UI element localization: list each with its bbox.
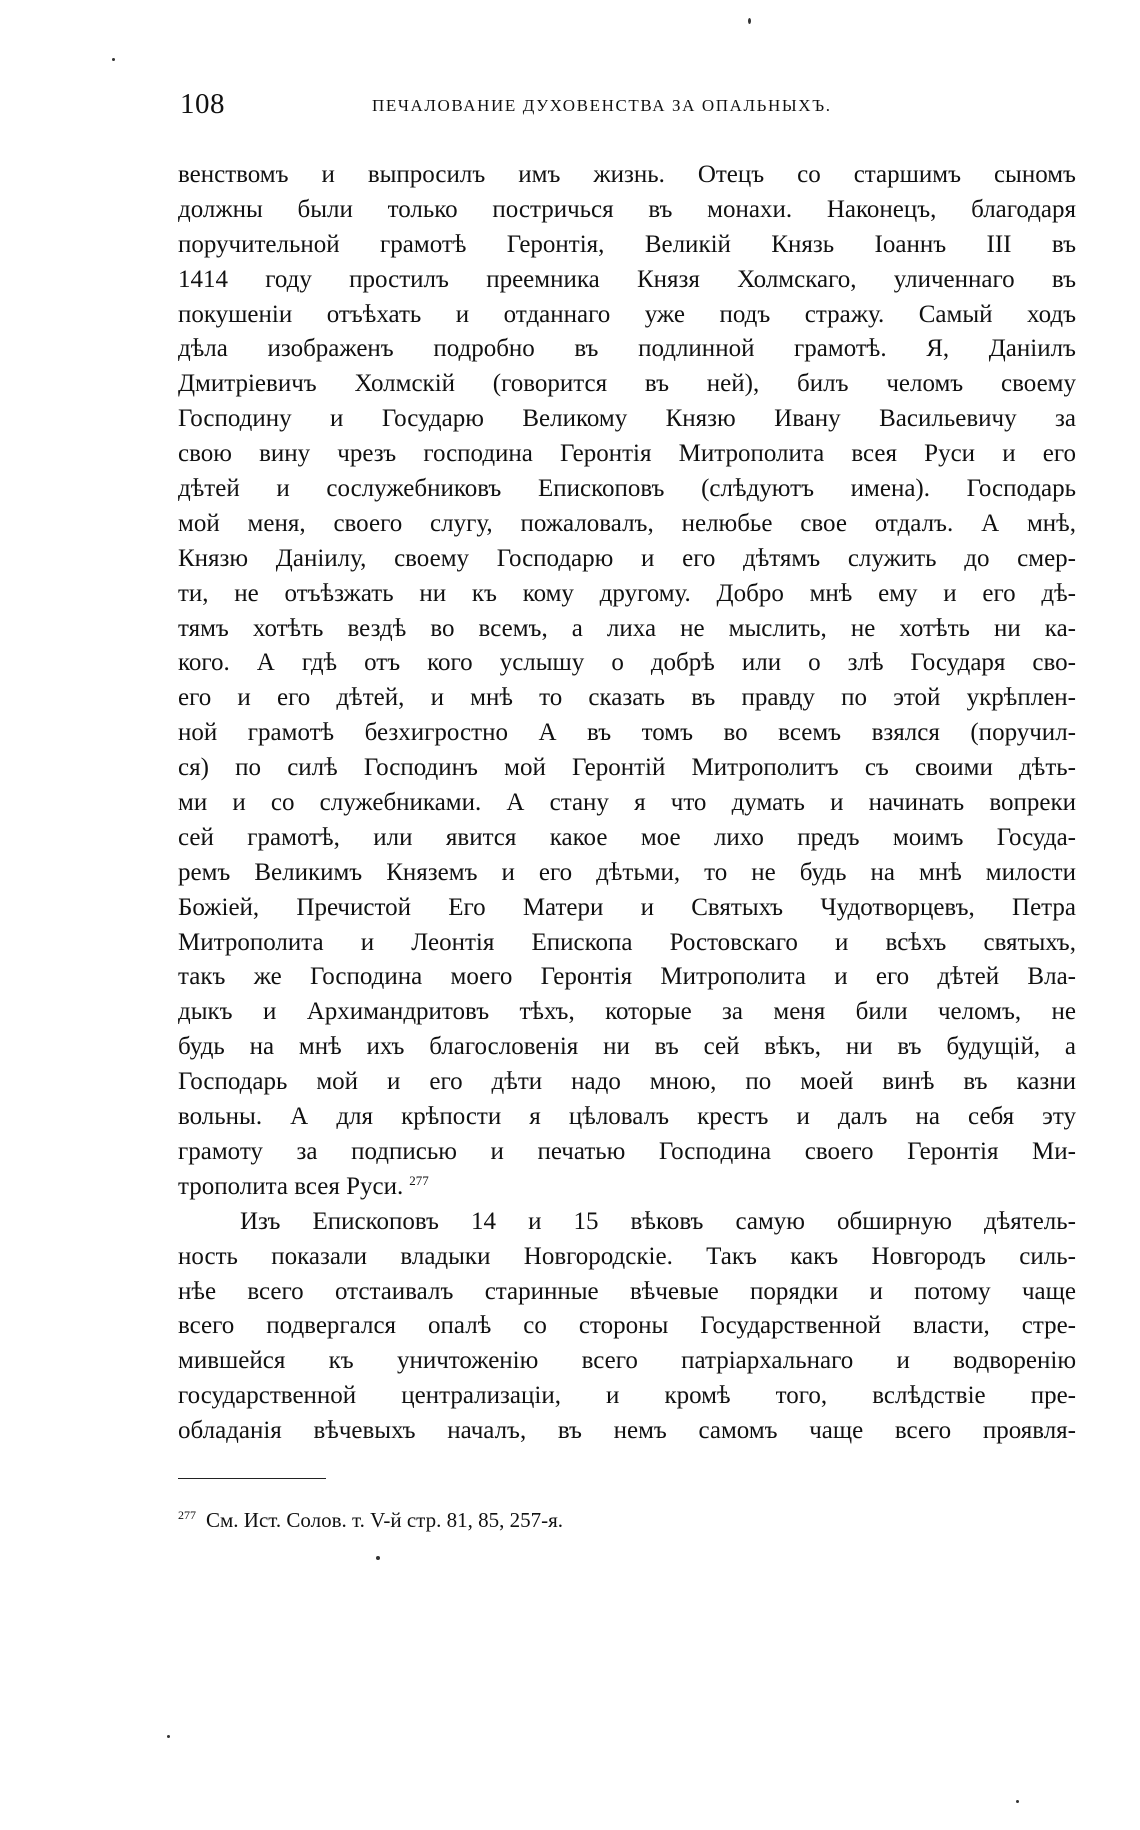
text-line: грамоту за подписью и печатью Господина своего Геронтія Ми- [178, 1137, 1076, 1165]
text-line: Господину и Государю Великому Князю Ивану Васильевичу за [178, 405, 1076, 433]
paragraph-line: Изъ Епископовъ 14 и 15 вѣковъ самую обширную дѣятель- [240, 1207, 1076, 1235]
text-line: вольны. А для крѣпости я цѣловалъ крестъ и далъ на себя эту [178, 1103, 1076, 1131]
text-line: покушеніи отъѣхать и отданнаго уже подъ стражу. Самый ходъ [178, 300, 1076, 328]
text-line: Дмитріевичъ Холмскій (говорится въ ней), билъ челомъ своему [178, 370, 1076, 398]
paragraph-line: всего подвергался опалѣ со стороны Государственной власти, стре- [178, 1312, 1076, 1340]
text-line: ной грамотѣ безхигростно А въ томъ во всемъ взялся (поручил- [178, 719, 1076, 747]
text-line: дѣла изображенъ подробно въ подлинной грамотѣ. Я, Даніилъ [178, 335, 1076, 363]
text-line: сей грамотѣ, или явится какое мое лихо предъ моимъ Госуда- [178, 823, 1076, 851]
print-speck [1016, 1800, 1019, 1803]
text-line: свою вину чрезъ господина Геронтія Митрополита всея Руси и его [178, 440, 1076, 468]
paragraph-line: государственной централизаціи, и кромѣ того, вслѣдствіе пре- [178, 1382, 1076, 1410]
page-header [180, 88, 1080, 128]
paragraph-line: мившейся къ уничтоженію всего патріархальнаго и водворенію [178, 1347, 1076, 1375]
print-speck [167, 1735, 170, 1738]
text-line: 1414 году простилъ преемника Князя Холмскаго, уличеннаго въ [178, 265, 1076, 293]
paragraph-line: ность показали владыки Новгородскіе. Такъ какъ Новгородъ силь- [178, 1242, 1076, 1270]
footnote-mark: 277 [178, 1508, 196, 1522]
text-line: Князю Даніилу, своему Господарю и его дѣтямъ служить до смер- [178, 544, 1076, 572]
text-line-content: трополита всея Руси. [178, 1172, 404, 1200]
text-line: такъ же Господина моего Геронтія Митрополита и его дѣтей Вла- [178, 963, 1076, 991]
text-line: дыкъ и Архимандритовъ тѣхъ, которые за меня били челомъ, не [178, 998, 1076, 1026]
text-line: Митрополита и Леонтія Епископа Ростовскаго и всѣхъ святыхъ, [178, 928, 1076, 956]
text-line-last [178, 1170, 1076, 1205]
text-line: ся) по силѣ Господинъ мой Геронтій Митрополитъ съ своими дѣть- [178, 754, 1076, 782]
text-line: его и его дѣтей, и мнѣ то сказать въ правду по этой укрѣплен- [178, 684, 1076, 712]
print-speck [376, 1556, 380, 1560]
footnote-text: См. Ист. Солов. т. V-й стр. 81, 85, 257-я. [206, 1508, 563, 1532]
paragraph-line: обладанія вѣчевыхъ началъ, въ немъ самомъ чаще всего проявля- [178, 1417, 1076, 1445]
text-line: кого. А гдѣ отъ кого услышу о добрѣ или о злѣ Государя сво- [178, 649, 1076, 677]
running-head: ПЕЧАЛОВАНИЕ ДУХОВЕНСТВА ЗА ОПАЛЬНЫХЪ. [372, 96, 832, 115]
text-line: Божіей, Пречистой Его Матери и Святыхъ Чудотворцевъ, Петра [178, 893, 1076, 921]
footnote-reference[interactable]: 277 [409, 1172, 429, 1188]
text-line: мой меня, своего слугу, пожаловалъ, нелюбье свое отдалъ. А мнѣ, [178, 509, 1076, 537]
text-line: ремъ Великимъ Княземъ и его дѣтьми, то не будь на мнѣ милости [178, 858, 1076, 886]
text-line: ми и со служебниками. А стану я что думать и начинать вопреки [178, 789, 1076, 817]
text-line: дѣтей и сослужебниковъ Епископовъ (слѣдуютъ имена). Господарь [178, 475, 1076, 503]
footnote-divider [178, 1478, 326, 1479]
text-line: ти, не отъѣзжать ни къ кому другому. Добро мнѣ ему и его дѣ- [178, 579, 1076, 607]
text-line: Господарь мой и его дѣти надо мною, по моей винѣ въ казни [178, 1068, 1076, 1096]
text-line: будь на мнѣ ихъ благословенія ни въ сей вѣкъ, ни въ будущій, а [178, 1033, 1076, 1061]
text-line: тямъ хотѣть вездѣ во всемъ, а лиха не мыслить, не хотѣть ни ка- [178, 614, 1076, 642]
page-number: 108 [180, 88, 225, 120]
print-speck [112, 58, 115, 61]
text-line: поручительной грамотѣ Геронтія, Великій Князь Іоаннъ III въ [178, 230, 1076, 258]
text-line: должны были только постричься въ монахи. Наконецъ, благодаря [178, 195, 1076, 223]
body-text [178, 158, 1076, 1449]
text-line: венствомъ и выпросилъ имъ жизнь. Отецъ со старшимъ сыномъ [178, 161, 1076, 188]
paragraph-line: нѣе всего отстаивалъ старинные вѣчевые порядки и потому чаще [178, 1277, 1076, 1305]
footnote [178, 1508, 563, 1533]
print-speck [748, 18, 751, 24]
